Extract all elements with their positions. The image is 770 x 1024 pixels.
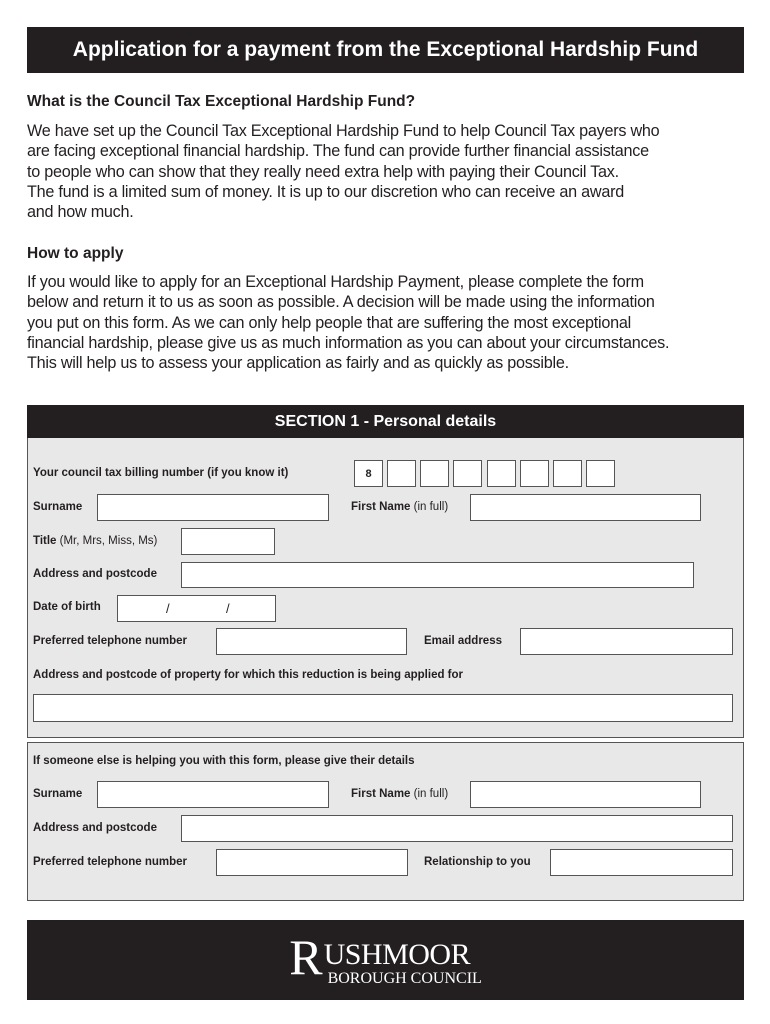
email-label: Email address bbox=[424, 635, 502, 647]
logo-name: USHMOOR bbox=[323, 938, 471, 971]
logo-initial: R bbox=[289, 929, 323, 985]
rushmoor-logo bbox=[289, 929, 482, 988]
phone-input[interactable] bbox=[216, 628, 407, 655]
label-text: Title bbox=[33, 535, 57, 547]
dob-label: Date of birth bbox=[33, 601, 101, 613]
billing-digit[interactable] bbox=[487, 460, 516, 487]
first-name-input[interactable] bbox=[470, 494, 701, 521]
helper-phone-label: Preferred telephone number bbox=[33, 856, 188, 868]
label-text: First Name bbox=[351, 788, 411, 800]
title-label bbox=[33, 535, 157, 547]
helper-address-input[interactable] bbox=[181, 815, 733, 842]
billing-number-label: Your council tax billing number (if you know it) bbox=[33, 467, 289, 479]
title-input[interactable] bbox=[181, 528, 275, 555]
dob-input[interactable] bbox=[117, 595, 276, 622]
helper-surname-label: Surname bbox=[33, 788, 83, 800]
relationship-input[interactable] bbox=[550, 849, 733, 876]
dob-separator: / bbox=[166, 601, 170, 616]
dob-separator: / bbox=[226, 601, 230, 616]
text-line: If you would like to apply for an Exceptional Hardship Payment, please complete the form bbox=[27, 273, 644, 291]
billing-digit[interactable] bbox=[520, 460, 549, 487]
billing-digit[interactable] bbox=[586, 460, 615, 487]
billing-digit[interactable]: 8 bbox=[354, 460, 383, 487]
surname-input[interactable] bbox=[97, 494, 329, 521]
helper-first-name-label bbox=[351, 788, 448, 800]
text-line: to people who can show that they really need extra help with paying their Council Tax. bbox=[27, 162, 619, 181]
helper-first-name-input[interactable] bbox=[470, 781, 701, 808]
logo-subtitle: BOROUGH COUNCIL bbox=[327, 970, 482, 987]
text-line: and how much. bbox=[27, 203, 134, 222]
surname-label: Surname bbox=[33, 501, 83, 513]
billing-digit[interactable] bbox=[387, 460, 416, 487]
page-title: Application for a payment from the Exceptional Hardship Fund bbox=[27, 27, 744, 73]
email-input[interactable] bbox=[520, 628, 733, 655]
billing-digit[interactable] bbox=[553, 460, 582, 487]
billing-digit[interactable] bbox=[420, 460, 449, 487]
label-text: First Name bbox=[351, 501, 411, 513]
intro-text bbox=[27, 121, 767, 222]
address-input[interactable] bbox=[181, 562, 694, 588]
property-address-label: Address and postcode of property for which this reduction is being applied for bbox=[33, 669, 464, 681]
relationship-label: Relationship to you bbox=[424, 856, 531, 868]
helper-heading: If someone else is helping you with this form, please give their details bbox=[33, 755, 415, 767]
how-text bbox=[27, 272, 767, 373]
text-line: financial hardship, please give us as much information as you can about your circumstances. bbox=[27, 333, 670, 352]
helper-surname-input[interactable] bbox=[97, 781, 329, 808]
how-heading: How to apply bbox=[27, 245, 124, 262]
text-line: you put on this form. As we can only help people that are suffering the most exceptional bbox=[27, 313, 631, 332]
text-line: below and return it to us as soon as possible. A decision will be made using the information bbox=[27, 293, 655, 312]
text-line: We have set up the Council Tax Exceptional Hardship Fund to help Council Tax payers who bbox=[27, 122, 660, 140]
text-line: are facing exceptional financial hardship. The fund can provide further financial assistance bbox=[27, 142, 649, 161]
first-name-label bbox=[351, 501, 448, 513]
property-address-input[interactable] bbox=[33, 694, 733, 722]
footer bbox=[27, 920, 744, 1000]
section-1-heading: SECTION 1 - Personal details bbox=[27, 405, 744, 438]
address-label: Address and postcode bbox=[33, 568, 157, 580]
helper-phone-input[interactable] bbox=[216, 849, 408, 876]
label-hint: (Mr, Mrs, Miss, Ms) bbox=[59, 535, 158, 547]
label-hint: (in full) bbox=[413, 501, 449, 513]
label-hint: (in full) bbox=[413, 788, 449, 800]
billing-digit[interactable] bbox=[453, 460, 482, 487]
phone-label: Preferred telephone number bbox=[33, 635, 188, 647]
intro-heading: What is the Council Tax Exceptional Hardship Fund? bbox=[27, 93, 416, 110]
text-line: The fund is a limited sum of money. It is up to our discretion who can receive an award bbox=[27, 182, 624, 201]
helper-address-label: Address and postcode bbox=[33, 822, 157, 834]
text-line: This will help us to assess your application as fairly and as quickly as possible. bbox=[27, 354, 569, 373]
